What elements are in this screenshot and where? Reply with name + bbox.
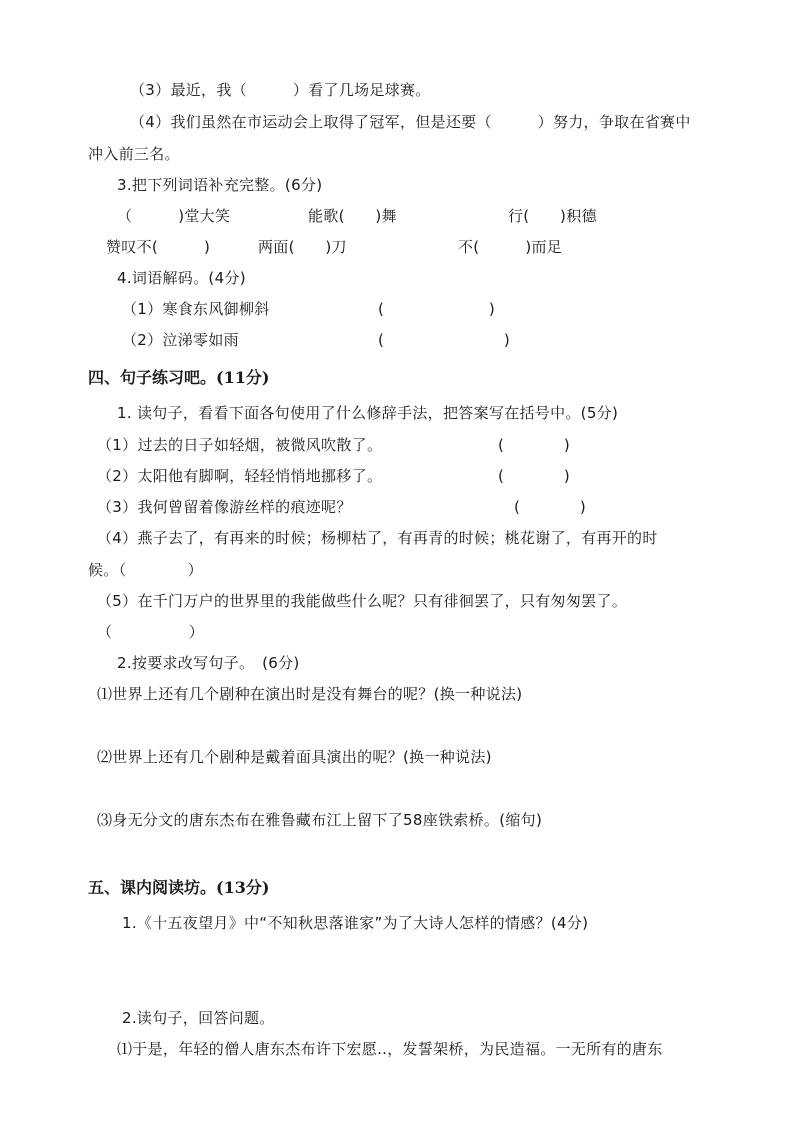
rhetoric-item-4-line2[interactable]: 候。（ ） [88, 561, 203, 579]
rhetoric-item-2: （2）太阳他有脚啊，轻轻悄悄地挪移了。 [97, 467, 383, 485]
rewrite-item-3: ⑶身无分文的唐东杰布在雅鲁藏布江上留下了58座铁索桥。(缩句) [97, 811, 543, 829]
word-blank-6: 不( )而足 [458, 238, 563, 256]
rewrite-item-1: ⑴世界上还有几个剧种在演出时是没有舞台的呢？(换一种说法) [97, 685, 523, 703]
question-2-3: （3）最近，我（ ）看了几场足球赛。 [130, 81, 431, 99]
word-blank-3: 行( )积德 [508, 207, 597, 225]
question-4-title: 4.词语解码。(4分) [117, 269, 246, 287]
reading-question-2-1: ⑴于是，年轻的僧人唐东杰布许下宏愿..，发誓架桥，为民造福。一无所有的唐东 [117, 1040, 663, 1058]
word-blank-1: （ )堂大笑 [117, 207, 231, 225]
rhetoric-answer-1[interactable]: ( ) [498, 436, 570, 454]
rhetoric-answer-3[interactable]: ( ) [514, 498, 586, 516]
rhetoric-item-3: （3）我何曾留着像游丝样的痕迹呢？ [97, 498, 352, 516]
word-blank-2: 能歌( )舞 [308, 207, 397, 225]
word-blank-4: 赞叹不( ) [106, 238, 211, 256]
section-5-heading: 五、课内阅读坊。(13分) [88, 878, 270, 897]
rhetoric-item-1: （1）过去的日子如轻烟，被微风吹散了。 [97, 436, 383, 454]
rhetoric-answer-5[interactable]: （ ） [97, 623, 205, 641]
question-3-title: 3.把下列词语补充完整。(6分) [117, 176, 323, 194]
rhetoric-item-4-line1: （4）燕子去了，有再来的时候；杨柳枯了，有再青的时候；桃花谢了，有再开的时 [97, 529, 658, 547]
reading-question-1: 1.《十五夜望月》中“不知秋思落谁家”为了大诗人怎样的情感？(4分) [122, 914, 589, 932]
decode-item-1: （1）寒食东风御柳斜 [122, 300, 270, 318]
decode-answer-1[interactable]: ( ) [378, 300, 495, 318]
word-blank-5: 两面( )刀 [258, 238, 347, 256]
rhetoric-question-title: 1. 读句子，看看下面各句使用了什么修辞手法，把答案写在括号中。(5分) [117, 404, 619, 422]
reading-question-2-title: 2.读句子，回答问题。 [122, 1009, 275, 1027]
rewrite-question-title: 2.按要求改写句子。 (6分) [117, 654, 300, 672]
decode-answer-2[interactable]: ( ) [378, 331, 510, 349]
rewrite-item-2: ⑵世界上还有几个剧种是戴着面具演出的呢？(换一种说法) [97, 748, 492, 766]
question-2-4-line1: （4）我们虽然在市运动会上取得了冠军，但是还要（ ）努力，争取在省赛中 [130, 113, 691, 131]
section-4-heading: 四、句子练习吧。(11分) [88, 368, 270, 387]
rhetoric-answer-2[interactable]: ( ) [498, 467, 570, 485]
question-2-4-line2: 冲入前三名。 [88, 145, 180, 163]
rhetoric-item-5-line1: （5）在千门万户的世界里的我能做些什么呢？只有徘徊罢了，只有匆匆罢了。 [97, 592, 628, 610]
decode-item-2: （2）泣涕零如雨 [122, 331, 239, 349]
